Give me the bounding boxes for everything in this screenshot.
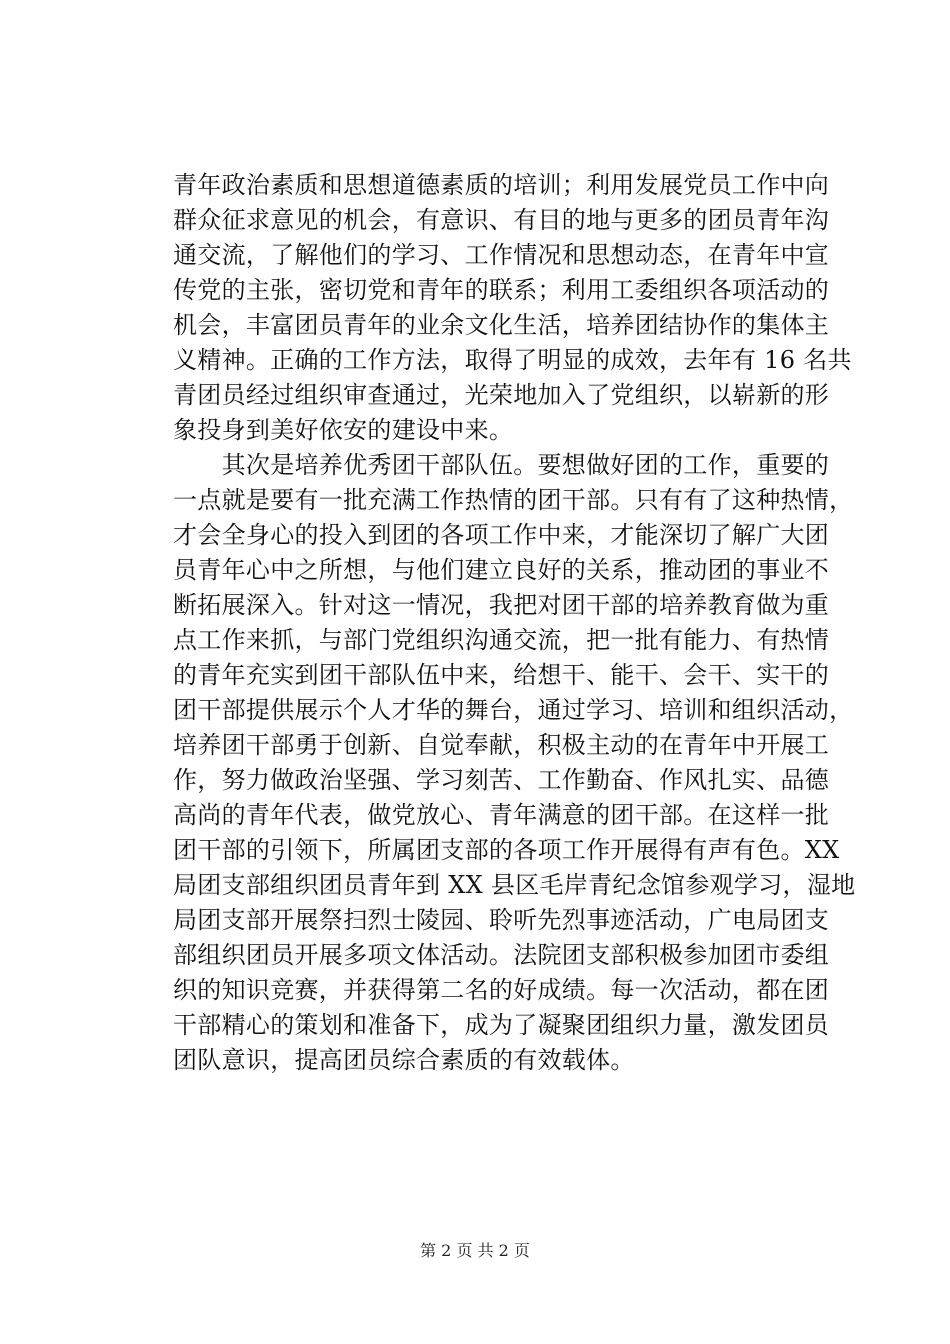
body-text: [173, 168, 856, 1078]
text-line: 其次是培养优秀团干部队伍。要想做好团的工作，重要的: [173, 451, 830, 479]
text-line: 员青年心中之所想，与他们建立良好的关系，推动团的事业不: [173, 556, 830, 584]
text-line: 高尚的青年代表，做党放心、青年满意的团干部。在这样一批: [173, 801, 830, 829]
text-line: 传党的主张，密切党和青年的联系；利用工委组织各项活动的: [173, 276, 830, 304]
text-line: 机会，丰富团员青年的业余文化生活，培养团结协作的集体主: [173, 311, 830, 339]
text-line: 通交流，了解他们的学习、工作情况和思想动态，在青年中宣: [173, 241, 830, 269]
text-line: 点工作来抓，与部门党组织沟通交流，把一批有能力、有热情: [173, 626, 830, 654]
text-line: 织的知识竞赛，并获得第二名的好成绩。每一次活动，都在团: [173, 976, 830, 1004]
text-line: 的青年充实到团干部队伍中来，给想干、能干、会干、实干的: [173, 661, 830, 689]
text-line: 培养团干部勇于创新、自觉奉献，积极主动的在青年中开展工: [173, 731, 830, 759]
text-line: 才会全身心的投入到团的各项工作中来，才能深切了解广大团: [173, 521, 830, 549]
text-line: 干部精心的策划和准备下，成为了凝聚团组织力量，激发团员: [173, 1011, 830, 1039]
text-line: 部组织团员开展多项文体活动。法院团支部积极参加团市委组: [173, 941, 830, 969]
text-line: 青年政治素质和思想道德素质的培训；利用发展党员工作中向: [173, 171, 830, 199]
text-line: 作，努力做政治坚强、学习刻苦、工作勤奋、作风扎实、品德: [173, 766, 830, 794]
text-line: 一点就是要有一批充满工作热情的团干部。只有有了这种热情，: [173, 486, 854, 514]
text-line: 局团支部开展祭扫烈士陵园、聆听先烈事迹活动，广电局团支: [173, 906, 830, 934]
text-line: 团干部提供展示个人才华的舞台，通过学习、培训和组织活动，: [173, 696, 854, 724]
page-number-footer: 第 2 页 共 2 页: [420, 1241, 530, 1260]
text-line: 团队意识，提高团员综合素质的有效载体。: [173, 1046, 635, 1074]
text-line: 青团员经过组织审查通过，光荣地加入了党组织，以崭新的形: [173, 381, 830, 409]
text-line: 团干部的引领下，所属团支部的各项工作开展得有声有色。XX: [173, 836, 840, 864]
text-line: 义精神。正确的工作方法，取得了明显的成效，去年有 16 名共: [173, 346, 852, 374]
text-line: 局团支部组织团员青年到 XX 县区毛岸青纪念馆参观学习，湿地: [173, 871, 856, 899]
text-line: 群众征求意见的机会，有意识、有目的地与更多的团员青年沟: [173, 206, 830, 234]
text-line: 断拓展深入。针对这一情况，我把对团干部的培养教育做为重: [173, 591, 830, 619]
text-line: 象投身到美好依安的建设中来。: [173, 416, 514, 444]
